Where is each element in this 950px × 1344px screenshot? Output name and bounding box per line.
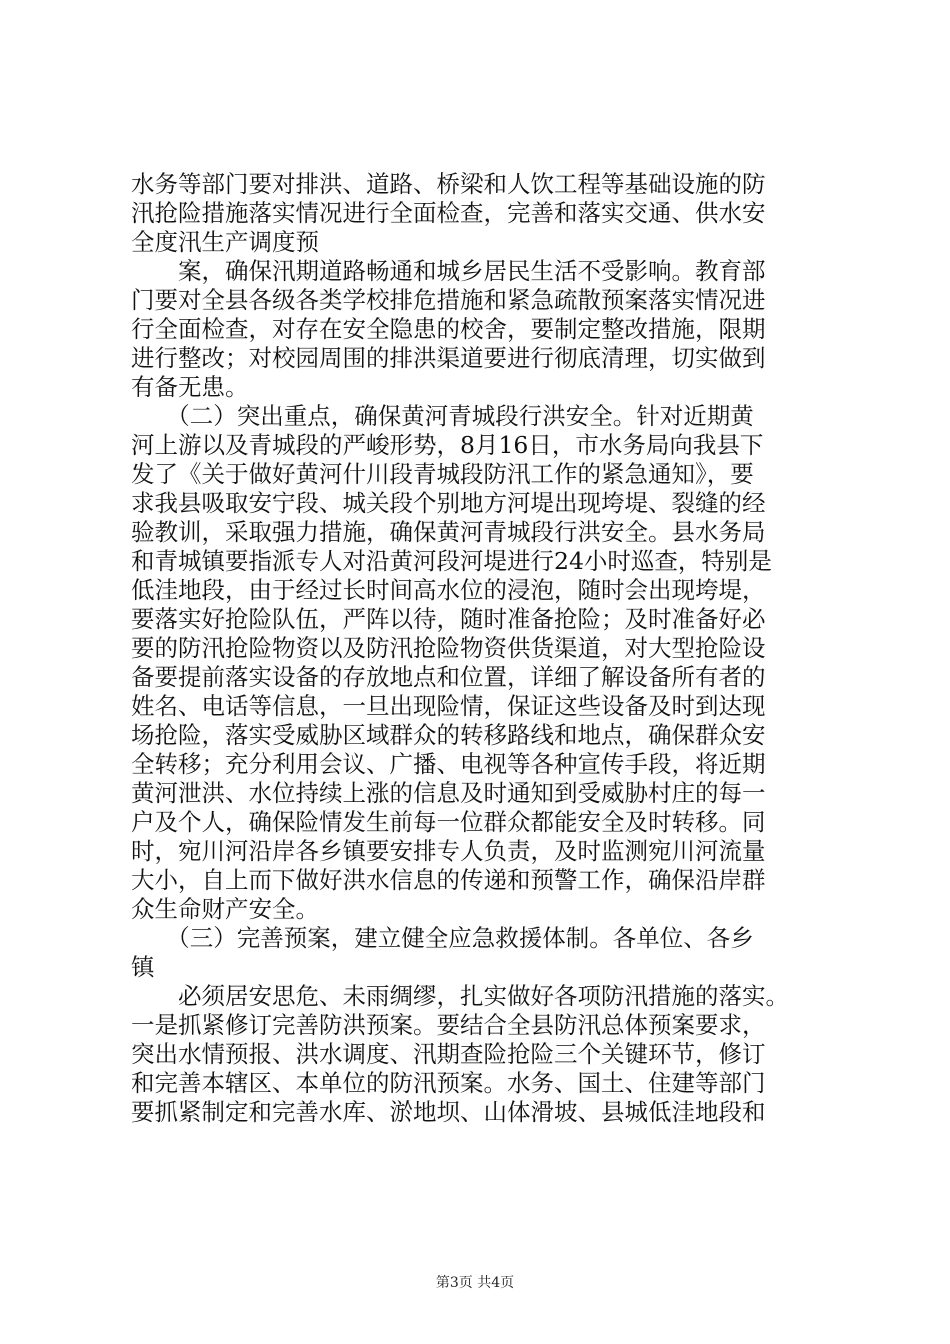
text-line: 和完善本辖区、本单位的防汛预案。水务、国土、住建等部门: [131, 1069, 766, 1097]
text-line: 水务等部门要对排洪、道路、桥梁和人饮工程等基础设施的防: [131, 170, 766, 198]
text-line: 场抢险，落实受威胁区域群众的转移路线和地点，确保群众安: [131, 721, 766, 749]
page-footer: 第3页 共4页: [435, 1275, 515, 1291]
text-line: 要的防汛抢险物资以及防汛抢险物资供货渠道，对大型抢险设: [131, 634, 766, 662]
text-line: 和青城镇要指派专人对沿黄河段河堤进行24小时巡查，特别是: [131, 547, 772, 575]
text-line: （二）突出重点，确保黄河青城段行洪安全。针对近期黄: [131, 402, 754, 430]
text-line: 求我县吸取安宁段、城关段个别地方河堤出现垮堤、裂缝的经: [131, 489, 766, 517]
text-line: 门要对全县各级各类学校排危措施和紧急疏散预案落实情况进: [131, 286, 766, 314]
text-line: 河上游以及青城段的严峻形势，8月16日，市水务局向我县下: [131, 431, 764, 459]
body-text: [131, 170, 843, 1127]
text-line: 要抓紧制定和完善水库、淤地坝、山体滑坡、县城低洼地段和: [131, 1098, 766, 1126]
text-line: 发了《关于做好黄河什川段青城段防汛工作的紧急通知》，要: [131, 460, 754, 488]
text-line: 全转移；充分利用会议、广播、电视等各种宣传手段，将近期: [131, 750, 766, 778]
text-line: 突出水情预报、洪水调度、汛期查险抢险三个关键环节，修订: [131, 1040, 766, 1068]
text-line: 行全面检查，对存在安全隐患的校舍，要制定整改措施，限期: [131, 315, 766, 343]
text-line: 进行整改；对校园周围的排洪渠道要进行彻底清理，切实做到: [131, 344, 766, 372]
text-line: 案，确保汛期道路畅通和城乡居民生活不受影响。教育部: [131, 257, 766, 285]
text-line: 镇: [131, 953, 155, 981]
text-line: 有备无患。: [131, 373, 249, 401]
text-line: 备要提前落实设备的存放地点和位置，详细了解设备所有者的: [131, 663, 766, 691]
text-line: 汛抢险措施落实情况进行全面检查，完善和落实交通、供水安: [131, 199, 766, 227]
text-line: 众生命财产安全。: [131, 895, 319, 923]
text-line: 全度汛生产调度预: [131, 228, 319, 256]
text-line: 姓名、电话等信息，一旦出现险情，保证这些设备及时到达现: [131, 692, 766, 720]
text-line: 时，宛川河沿岸各乡镇要安排专人负责，及时监测宛川河流量: [131, 837, 766, 865]
text-line: 必须居安思危、未雨绸缪，扎实做好各项防汛措施的落实。: [131, 982, 789, 1010]
text-line: 黄河泄洪、水位持续上涨的信息及时通知到受威胁村庄的每一: [131, 779, 766, 807]
text-line: 低洼地段，由于经过长时间高水位的浸泡，随时会出现垮堤，: [131, 576, 766, 604]
text-line: 大小，自上而下做好洪水信息的传递和预警工作，确保沿岸群: [131, 866, 766, 894]
text-line: 一是抓紧修订完善防洪预案。要结合全县防汛总体预案要求，: [131, 1011, 766, 1039]
text-line: 户及个人，确保险情发生前每一位群众都能安全及时转移。同: [131, 808, 766, 836]
text-line: 要落实好抢险队伍，严阵以待，随时准备抢险；及时准备好必: [131, 605, 766, 633]
text-line: 验教训，采取强力措施，确保黄河青城段行洪安全。县水务局: [131, 518, 766, 546]
text-line: （三）完善预案，建立健全应急救援体制。各单位、各乡: [131, 924, 754, 952]
